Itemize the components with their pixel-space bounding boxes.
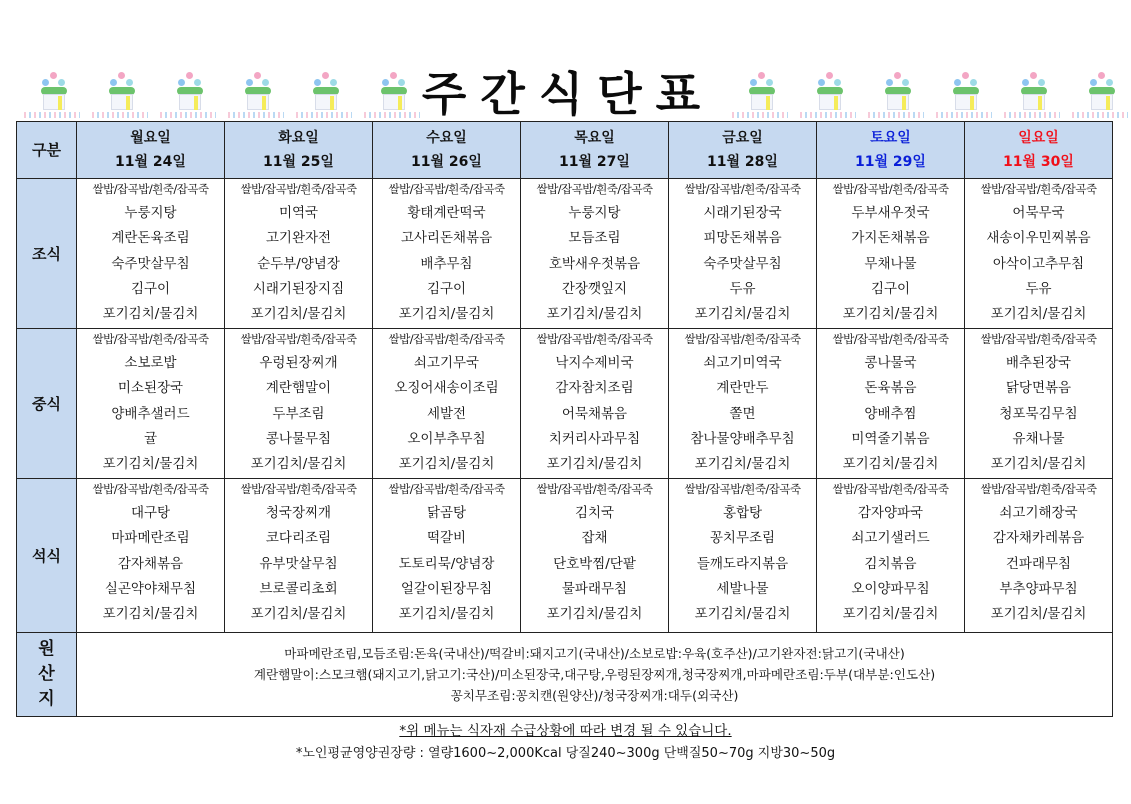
day-header-mon: 월요일 11월 24일 <box>77 122 225 179</box>
menu-dish: 포기김치/물김치 <box>102 606 199 623</box>
rice-options: 쌀밥/잡곡밥/흰죽/잡곡죽 <box>832 332 949 346</box>
rice-options: 쌀밥/잡곡밥/흰죽/잡곡죽 <box>536 182 653 196</box>
rice-options: 쌀밥/잡곡밥/흰죽/잡곡죽 <box>240 182 357 196</box>
menu-dish: 계란햄말이 <box>265 380 332 397</box>
menu-dish: 숙주맛살무침 <box>703 255 782 272</box>
menu-dish: 양배추샐러드 <box>111 405 190 422</box>
weekly-menu-table <box>16 121 1113 717</box>
menu-dish: 귤 <box>143 430 158 447</box>
origin-info <box>77 633 1113 717</box>
rice-options: 쌀밥/잡곡밥/흰죽/잡곡죽 <box>684 482 801 496</box>
rice-options: 쌀밥/잡곡밥/흰죽/잡곡죽 <box>388 182 505 196</box>
menu-dish: 포기김치/물김치 <box>990 606 1087 623</box>
menu-dish: 쇠고기무국 <box>413 355 480 371</box>
rice-options: 쌀밥/잡곡밥/흰죽/잡곡죽 <box>684 332 801 346</box>
menu-dish: 포기김치/물김치 <box>694 456 791 473</box>
menu-dish: 아삭이고추무침 <box>992 255 1085 272</box>
menu-dish: 우렁된장찌개 <box>259 355 338 371</box>
menu-dish: 포기김치/물김치 <box>842 306 939 323</box>
rice-options: 쌀밥/잡곡밥/흰죽/잡곡죽 <box>92 182 209 196</box>
breakfast-cell-day-2 <box>373 179 521 329</box>
day-header-thu: 목요일 11월 27일 <box>521 122 669 179</box>
lunch-label: 중식 <box>17 329 77 479</box>
menu-dish: 돈육볶음 <box>864 380 917 397</box>
menu-dish: 포기김치/물김치 <box>694 606 791 623</box>
menu-dish: 실곤약야채무침 <box>104 580 197 597</box>
menu-dish: 포기김치/물김치 <box>250 606 347 623</box>
dinner-cell-day-1 <box>225 479 373 633</box>
menu-dish: 오징어새송이조림 <box>394 380 499 397</box>
day-header-sat: 토요일 11월 29일 <box>817 122 965 179</box>
menu-dish: 포기김치/물김치 <box>694 306 791 323</box>
menu-dish: 잡채 <box>581 530 608 547</box>
menu-dish: 새송이우민찌볶음 <box>986 230 1091 247</box>
lunch-cell-day-6 <box>965 329 1113 479</box>
flower-pot-icon <box>88 68 152 120</box>
menu-dish: 김구이 <box>426 280 467 297</box>
dinner-cell-day-3 <box>521 479 669 633</box>
menu-dish: 배추된장국 <box>1005 355 1072 371</box>
rice-options: 쌀밥/잡곡밥/흰죽/잡곡죽 <box>240 482 357 496</box>
day-header-fri: 금요일 11월 28일 <box>669 122 817 179</box>
menu-dish: 양배추찜 <box>864 405 917 422</box>
flower-pot-icon <box>796 68 860 120</box>
menu-dish: 누룽지탕 <box>568 205 621 221</box>
menu-dish: 콩나물무침 <box>265 430 332 447</box>
menu-dish: 김구이 <box>130 280 171 297</box>
flower-pot-icon <box>864 68 928 120</box>
menu-dish: 청포묵김무침 <box>999 405 1078 422</box>
dinner-cell-day-5 <box>817 479 965 633</box>
page-title: 주간식단표 <box>421 67 715 121</box>
menu-dish: 감자채볶음 <box>117 555 184 572</box>
menu-dish: 두유 <box>729 280 756 297</box>
menu-dish: 시래기된장지짐 <box>252 280 345 297</box>
origin-line-2: 계란햄말이:스모크햄(돼지고기,닭고기:국산)/미소된장국,대구탕,우렁된장찌개,청국장찌개,마파메란조림:두부(대부분:인도산) <box>253 667 936 682</box>
menu-dish: 쇠고기해장국 <box>999 505 1078 521</box>
menu-dish: 포기김치/물김치 <box>398 606 495 623</box>
dinner-cell-day-2 <box>373 479 521 633</box>
menu-dish: 포기김치/물김치 <box>102 306 199 323</box>
menu-dish: 오이부추무침 <box>407 430 486 447</box>
menu-dish: 단호박찜/단팥 <box>553 555 636 572</box>
lunch-cell-day-4 <box>669 329 817 479</box>
menu-change-notice: *위 메뉴는 식자재 수급상황에 따라 변경 될 수 있습니다. <box>399 723 732 739</box>
menu-dish: 간장깻잎지 <box>561 280 628 297</box>
menu-dish: 쫄면 <box>729 405 756 422</box>
menu-dish: 순두부/양념장 <box>257 255 340 272</box>
day-header-sun: 일요일 11월 30일 <box>965 122 1113 179</box>
flower-pot-icon <box>224 68 288 120</box>
menu-dish: 세발나물 <box>716 580 769 597</box>
menu-dish: 건파래무침 <box>1005 555 1072 572</box>
menu-dish: 모듬조림 <box>568 230 621 247</box>
dinner-row <box>17 479 1113 633</box>
breakfast-cell-day-4 <box>669 179 817 329</box>
menu-dish: 미소된장국 <box>117 380 184 397</box>
menu-dish: 유채나물 <box>1012 430 1065 447</box>
menu-dish: 김치국 <box>574 505 615 521</box>
menu-dish: 고기완자전 <box>265 230 332 247</box>
menu-dish: 어묵채볶음 <box>561 405 628 422</box>
menu-dish: 얼갈이된장무침 <box>400 580 493 597</box>
menu-dish: 부추양파무침 <box>999 580 1078 597</box>
menu-dish: 포기김치/물김치 <box>102 456 199 473</box>
rice-options: 쌀밥/잡곡밥/흰죽/잡곡죽 <box>832 182 949 196</box>
menu-dish: 도토리묵/양념장 <box>398 555 495 572</box>
rice-options: 쌀밥/잡곡밥/흰죽/잡곡죽 <box>832 482 949 496</box>
lunch-cell-day-1 <box>225 329 373 479</box>
menu-dish: 유부맛살무침 <box>259 555 338 572</box>
rice-options: 쌀밥/잡곡밥/흰죽/잡곡죽 <box>980 482 1097 496</box>
menu-dish: 소보로밥 <box>124 355 177 371</box>
menu-dish: 황태계란떡국 <box>407 205 486 221</box>
menu-dish: 어묵무국 <box>1012 205 1065 221</box>
dinner-cell-day-4 <box>669 479 817 633</box>
menu-dish: 계란만두 <box>716 380 769 397</box>
menu-dish: 피망돈채볶음 <box>703 230 782 247</box>
menu-dish: 포기김치/물김치 <box>250 306 347 323</box>
menu-dish: 들깨도라지볶음 <box>696 555 789 572</box>
menu-dish: 포기김치/물김치 <box>990 456 1087 473</box>
menu-dish: 쇠고기미역국 <box>703 355 782 371</box>
menu-dish: 계란돈육조림 <box>111 230 190 247</box>
rice-options: 쌀밥/잡곡밥/흰죽/잡곡죽 <box>240 332 357 346</box>
menu-dish: 시래기된장국 <box>703 205 782 221</box>
breakfast-cell-day-3 <box>521 179 669 329</box>
menu-dish: 두부조림 <box>272 405 325 422</box>
menu-dish: 쇠고기샐러드 <box>851 530 930 547</box>
lunch-cell-day-5 <box>817 329 965 479</box>
flower-pot-icon <box>156 68 220 120</box>
menu-dish: 미역국 <box>278 205 319 221</box>
flower-pot-icon <box>1068 68 1131 120</box>
rice-options: 쌀밥/잡곡밥/흰죽/잡곡죽 <box>388 482 505 496</box>
lunch-cell-day-2 <box>373 329 521 479</box>
menu-dish: 김구이 <box>870 280 911 297</box>
rice-options: 쌀밥/잡곡밥/흰죽/잡곡죽 <box>92 482 209 496</box>
menu-dish: 홍합탕 <box>722 505 763 521</box>
menu-dish: 무채나물 <box>864 255 917 272</box>
menu-dish: 청국장찌개 <box>265 505 332 521</box>
rice-options: 쌀밥/잡곡밥/흰죽/잡곡죽 <box>536 332 653 346</box>
rice-options: 쌀밥/잡곡밥/흰죽/잡곡죽 <box>388 332 505 346</box>
rice-options: 쌀밥/잡곡밥/흰죽/잡곡죽 <box>92 332 209 346</box>
flower-decoration-left <box>20 68 428 120</box>
table-header-row <box>17 122 1113 179</box>
rice-options: 쌀밥/잡곡밥/흰죽/잡곡죽 <box>980 332 1097 346</box>
menu-dish: 누룽지탕 <box>124 205 177 221</box>
menu-dish: 세발전 <box>426 405 467 422</box>
flower-pot-icon <box>728 68 792 120</box>
menu-dish: 배추무침 <box>420 255 473 272</box>
origin-line-1: 마파메란조림,모듬조림:돈육(국내산)/떡갈비:돼지고기(국내산)/소보로밥:우육(호주산)/고기완자전:닭고기(국내산) <box>284 646 905 661</box>
breakfast-cell-day-6 <box>965 179 1113 329</box>
menu-dish: 포기김치/물김치 <box>842 606 939 623</box>
rice-options: 쌀밥/잡곡밥/흰죽/잡곡죽 <box>684 182 801 196</box>
flower-pot-icon <box>932 68 996 120</box>
menu-dish: 미역줄기볶음 <box>851 430 930 447</box>
menu-dish: 두부새우젓국 <box>851 205 930 221</box>
lunch-row <box>17 329 1113 479</box>
menu-dish: 포기김치/물김치 <box>546 456 643 473</box>
menu-dish: 닭당면볶음 <box>1005 380 1072 397</box>
menu-dish: 두유 <box>1025 280 1052 297</box>
menu-dish: 감자채카레볶음 <box>992 530 1085 547</box>
day-header-tue: 화요일 11월 25일 <box>225 122 373 179</box>
menu-dish: 닭곰탕 <box>426 505 467 521</box>
rice-options: 쌀밥/잡곡밥/흰죽/잡곡죽 <box>980 182 1097 196</box>
menu-dish: 꽁치무조림 <box>709 530 776 547</box>
origin-label: 원 산 지 <box>17 633 77 717</box>
breakfast-cell-day-5 <box>817 179 965 329</box>
menu-dish: 포기김치/물김치 <box>546 306 643 323</box>
flower-pot-icon <box>1000 68 1064 120</box>
menu-dish: 브로콜리초회 <box>259 580 338 597</box>
menu-dish: 콩나물국 <box>864 355 917 371</box>
menu-dish: 포기김치/물김치 <box>250 456 347 473</box>
menu-dish: 숙주맛살무침 <box>111 255 190 272</box>
menu-dish: 포기김치/물김치 <box>842 456 939 473</box>
menu-dish: 고사리돈채볶음 <box>400 230 493 247</box>
menu-dish: 대구탕 <box>130 505 171 521</box>
menu-dish: 감자양파국 <box>857 505 924 521</box>
breakfast-label: 조식 <box>17 179 77 329</box>
flower-pot-icon <box>20 68 84 120</box>
menu-dish: 낙지수제비국 <box>555 355 634 371</box>
menu-dish: 호박새우젓볶음 <box>548 255 641 272</box>
flower-pot-icon <box>292 68 356 120</box>
dinner-cell-day-6 <box>965 479 1113 633</box>
menu-dish: 치커리사과무침 <box>548 430 641 447</box>
lunch-cell-day-0 <box>77 329 225 479</box>
category-header: 구분 <box>17 122 77 179</box>
nutrition-notice: *노인평균영양권장량 : 열량1600~2,000Kcal 당질240~300g 단백질50~70g 지방30~50g <box>295 746 836 761</box>
menu-dish: 포기김치/물김치 <box>546 606 643 623</box>
menu-dish: 오이양파무침 <box>851 580 930 597</box>
day-header-wed: 수요일 11월 26일 <box>373 122 521 179</box>
flower-pot-icon <box>360 68 424 120</box>
menu-dish: 포기김치/물김치 <box>990 306 1087 323</box>
menu-dish: 가지돈채볶음 <box>851 230 930 247</box>
flower-decoration-right <box>728 68 1131 120</box>
rice-options: 쌀밥/잡곡밥/흰죽/잡곡죽 <box>536 482 653 496</box>
menu-dish: 김치볶음 <box>864 555 917 572</box>
menu-dish: 떡갈비 <box>426 530 467 547</box>
origin-row <box>17 633 1113 717</box>
menu-dish: 포기김치/물김치 <box>398 456 495 473</box>
breakfast-cell-day-1 <box>225 179 373 329</box>
menu-dish: 코다리조림 <box>265 530 332 547</box>
dinner-cell-day-0 <box>77 479 225 633</box>
dinner-label: 석식 <box>17 479 77 633</box>
origin-line-3: 꽁치무조림:꽁치캔(원양산)/청국장찌개:대두(외국산) <box>450 688 739 703</box>
menu-dish: 포기김치/물김치 <box>398 306 495 323</box>
menu-dish: 물파래무침 <box>561 580 628 597</box>
menu-dish: 감자참치조림 <box>555 380 634 397</box>
breakfast-cell-day-0 <box>77 179 225 329</box>
menu-dish: 참나물양배추무침 <box>690 430 795 447</box>
breakfast-row <box>17 179 1113 329</box>
menu-dish: 마파메란조림 <box>111 530 190 547</box>
lunch-cell-day-3 <box>521 329 669 479</box>
